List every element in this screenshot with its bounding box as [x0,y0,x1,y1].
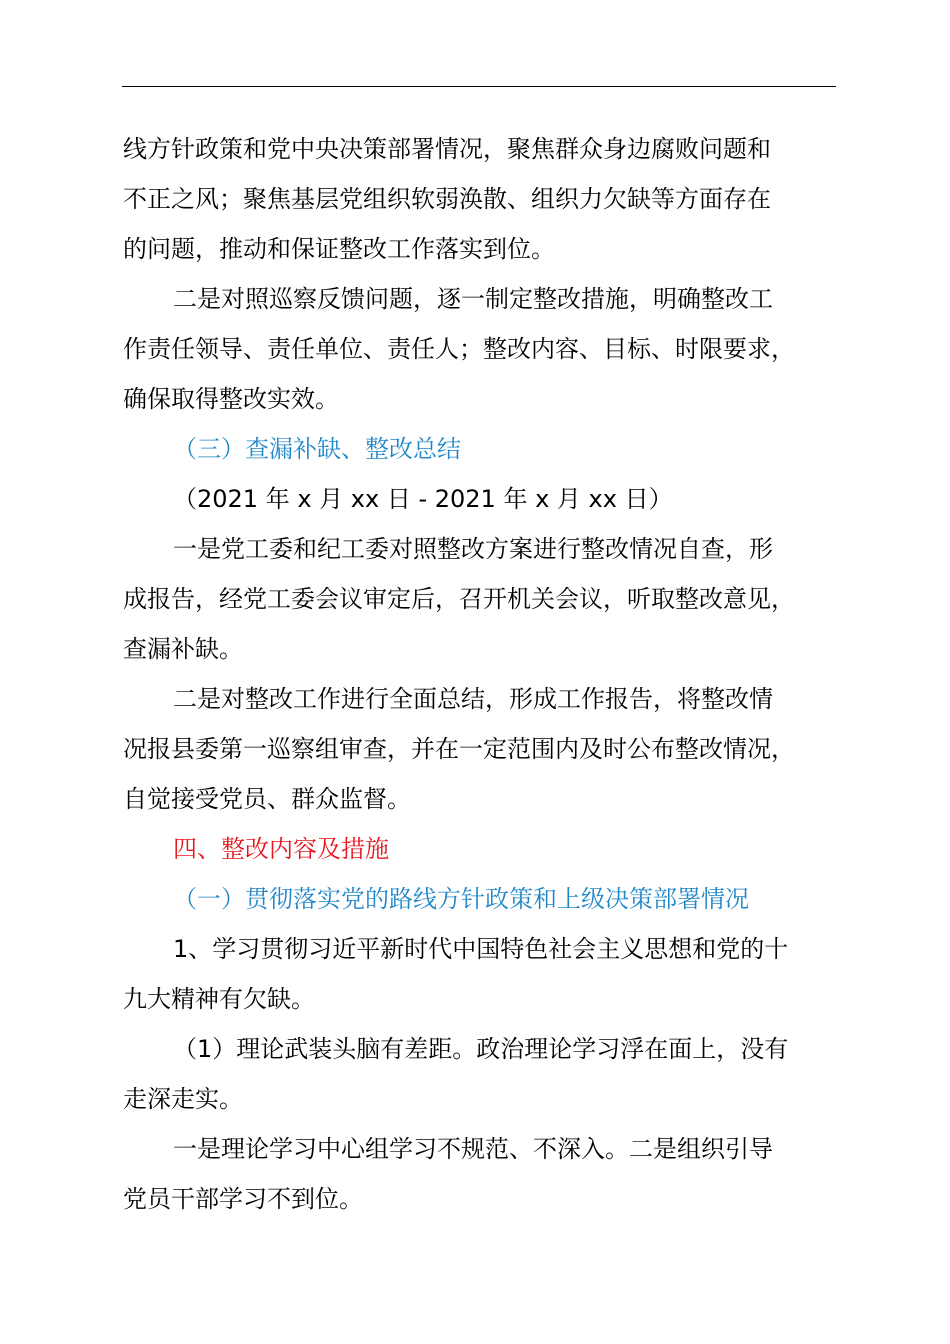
paragraph-line: 走深走实。 [123,1085,243,1113]
chapter-heading-4: 四、整改内容及措施 [173,835,389,863]
paragraph-line: 二是对整改工作进行全面总结，形成工作报告，将整改情 [173,685,773,713]
paragraph-line: 二是对照巡察反馈问题，逐一制定整改措施，明确整改工 [173,285,773,313]
paragraph-line: 党员干部学习不到位。 [123,1185,363,1213]
paragraph-line: 不正之风；聚焦基层党组织软弱涣散、组织力欠缺等方面存在 [123,185,771,213]
paragraph-line: 成报告，经党工委会议审定后，召开机关会议，听取整改意见， [123,585,795,613]
paragraph-line: 作责任领导、责任单位、责任人；整改内容、目标、时限要求， [123,335,795,363]
paragraph-line: 的问题，推动和保证整改工作落实到位。 [123,235,555,263]
paragraph-line: 1、学习贯彻习近平新时代中国特色社会主义思想和党的十 [173,935,789,963]
section-heading-1: （一）贯彻落实党的路线方针政策和上级决策部署情况 [173,885,749,913]
paragraph-line: 一是党工委和纪工委对照整改方案进行整改情况自查，形 [173,535,773,563]
paragraph-line: （1）理论武装头脑有差距。政治理论学习浮在面上，没有 [173,1035,789,1063]
paragraph-line: 线方针政策和党中央决策部署情况，聚焦群众身边腐败问题和 [123,135,771,163]
paragraph-line: 自觉接受党员、群众监督。 [123,785,411,813]
section-heading-3: （三）查漏补缺、整改总结 [173,435,461,463]
date-range: （2021 年 x 月 xx 日 - 2021 年 x 月 xx 日） [173,485,673,513]
paragraph-line: 九大精神有欠缺。 [123,985,315,1013]
paragraph-line: 确保取得整改实效。 [123,385,339,413]
header-rule [122,86,836,87]
paragraph-line: 一是理论学习中心组学习不规范、不深入。二是组织引导 [173,1135,773,1163]
paragraph-line: 查漏补缺。 [123,635,243,663]
paragraph-line: 况报县委第一巡察组审查，并在一定范围内及时公布整改情况， [123,735,795,763]
